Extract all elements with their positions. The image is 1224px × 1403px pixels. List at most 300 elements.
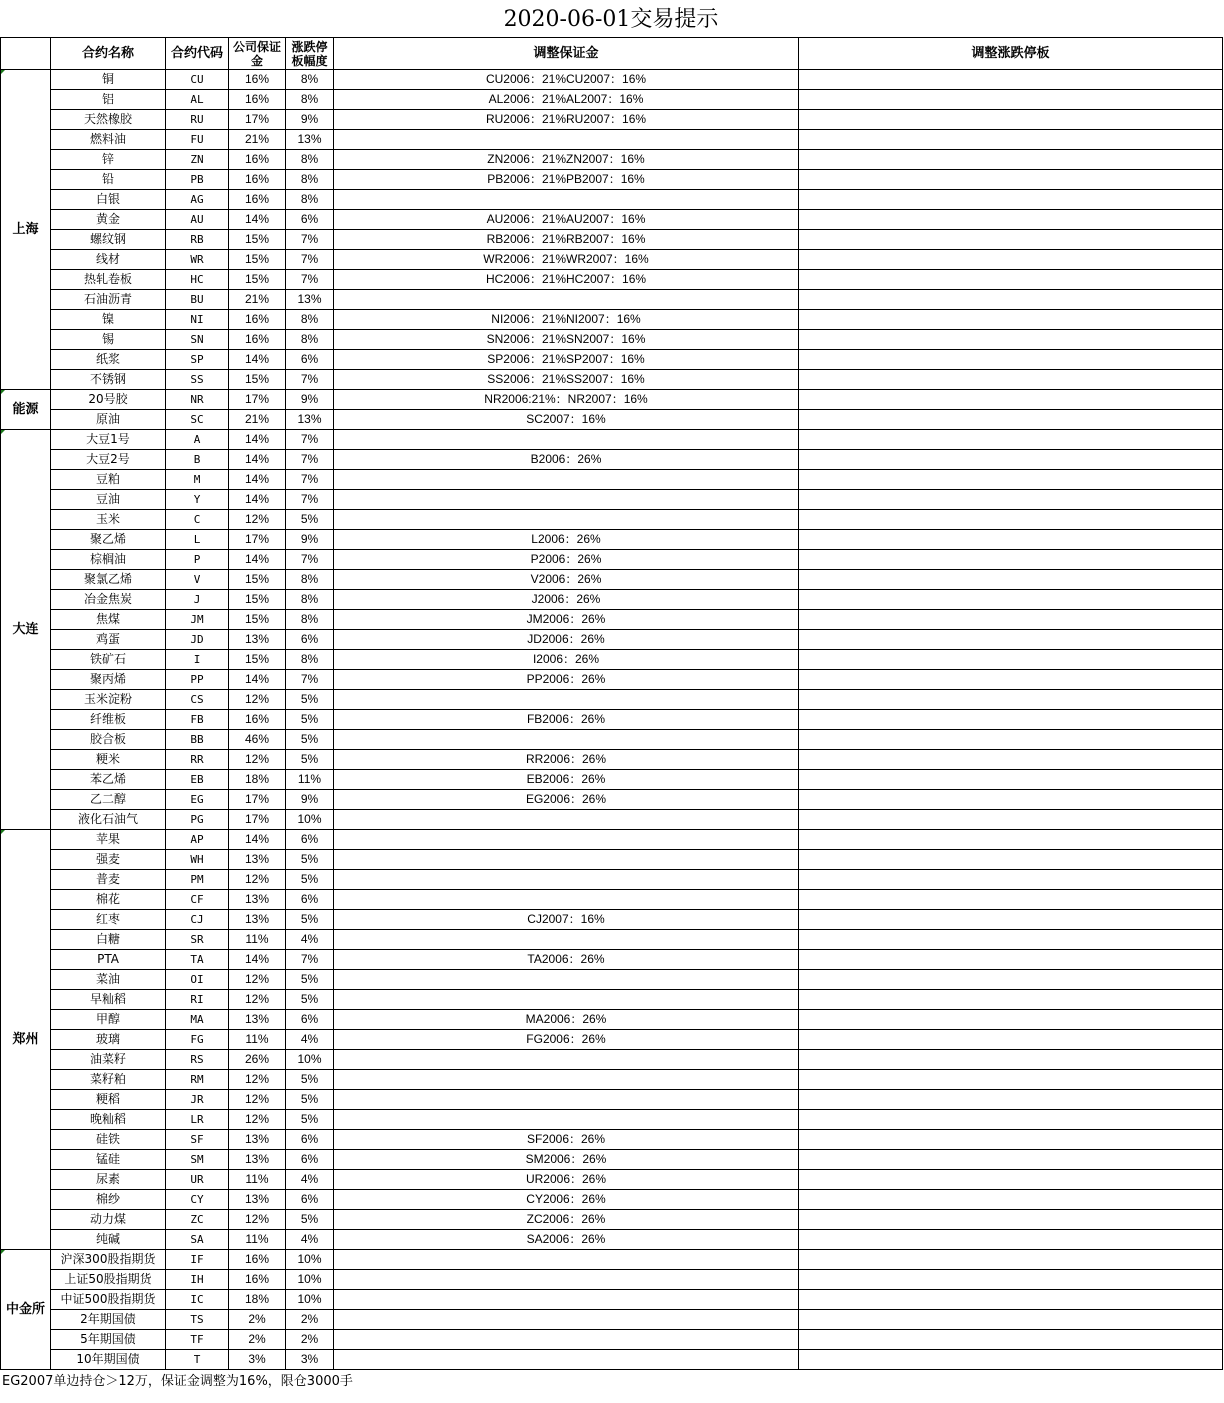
- contract-code-cell: PP: [166, 670, 229, 690]
- contract-name-cell: 铅: [51, 170, 166, 190]
- contract-code-cell: PG: [166, 810, 229, 830]
- adjusted-margin-cell: CY2006：26%: [334, 1190, 799, 1210]
- contract-name-cell: 锰硅: [51, 1150, 166, 1170]
- contract-name-cell: 冶金焦炭: [51, 590, 166, 610]
- price-limit-cell: 5%: [286, 1110, 334, 1130]
- price-limit-cell: 2%: [286, 1310, 334, 1330]
- adjusted-margin-cell: [334, 430, 799, 450]
- adjusted-limit-cell: [799, 210, 1223, 230]
- contract-code-cell: FG: [166, 1030, 229, 1050]
- adjusted-limit-cell: [799, 70, 1223, 90]
- contract-name-cell: 铁矿石: [51, 650, 166, 670]
- contract-code-cell: CJ: [166, 910, 229, 930]
- company-margin-cell: 12%: [229, 510, 286, 530]
- adjusted-limit-cell: [799, 310, 1223, 330]
- table-row: [1, 1090, 1223, 1110]
- table-row: [1, 410, 1223, 430]
- contract-code-cell: TS: [166, 1310, 229, 1330]
- contract-name-cell: 白银: [51, 190, 166, 210]
- table-row: [1, 1030, 1223, 1050]
- adjusted-margin-cell: JD2006：26%: [334, 630, 799, 650]
- adjusted-limit-cell: [799, 1210, 1223, 1230]
- contract-code-cell: J: [166, 590, 229, 610]
- table-row: [1, 1070, 1223, 1090]
- company-margin-cell: 14%: [229, 450, 286, 470]
- adjusted-limit-cell: [799, 610, 1223, 630]
- company-margin-cell: 17%: [229, 810, 286, 830]
- adjusted-limit-cell: [799, 170, 1223, 190]
- table-row: [1, 1170, 1223, 1190]
- price-limit-cell: 8%: [286, 90, 334, 110]
- table-row: [1, 550, 1223, 570]
- adjusted-margin-cell: AU2006：21%AU2007：16%: [334, 210, 799, 230]
- contract-name-cell: 鸡蛋: [51, 630, 166, 650]
- company-margin-cell: 26%: [229, 1050, 286, 1070]
- contract-name-cell: 晚籼稻: [51, 1110, 166, 1130]
- table-row: [1, 870, 1223, 890]
- footnote: EG2007单边持仓＞12万，保证金调整为16%，限仓3000手: [2, 1374, 353, 1389]
- table-row: [1, 530, 1223, 550]
- contract-name-cell: 动力煤: [51, 1210, 166, 1230]
- contract-name-cell: 胶合板: [51, 730, 166, 750]
- contract-name-cell: 大豆1号: [51, 430, 166, 450]
- contract-code-cell: SF: [166, 1130, 229, 1150]
- price-limit-cell: 5%: [286, 690, 334, 710]
- price-limit-cell: 7%: [286, 250, 334, 270]
- table-row: [1, 310, 1223, 330]
- price-limit-cell: 5%: [286, 870, 334, 890]
- adjusted-limit-cell: [799, 370, 1223, 390]
- contract-name-cell: 豆粕: [51, 470, 166, 490]
- table-row: [1, 330, 1223, 350]
- adjusted-margin-cell: RU2006：21%RU2007：16%: [334, 110, 799, 130]
- adjusted-limit-cell: [799, 930, 1223, 950]
- contract-name-cell: 棉花: [51, 890, 166, 910]
- table-row: [1, 1230, 1223, 1250]
- contract-code-cell: LR: [166, 1110, 229, 1130]
- contract-name-cell: 热轧卷板: [51, 270, 166, 290]
- price-limit-cell: 6%: [286, 1150, 334, 1170]
- adjusted-margin-cell: [334, 1270, 799, 1290]
- adjusted-limit-cell: [799, 1230, 1223, 1250]
- trading-tips-table: [0, 37, 1223, 1370]
- contract-name-cell: 不锈钢: [51, 370, 166, 390]
- contract-name-cell: 锡: [51, 330, 166, 350]
- adjusted-margin-cell: P2006：26%: [334, 550, 799, 570]
- adjusted-margin-cell: PB2006：21%PB2007：16%: [334, 170, 799, 190]
- company-margin-cell: 21%: [229, 410, 286, 430]
- adjusted-limit-cell: [799, 1310, 1223, 1330]
- contract-name-cell: 玉米淀粉: [51, 690, 166, 710]
- contract-name-cell: 镍: [51, 310, 166, 330]
- contract-code-cell: ZN: [166, 150, 229, 170]
- contract-code-cell: C: [166, 510, 229, 530]
- adjusted-limit-cell: [799, 390, 1223, 410]
- table-row: [1, 1130, 1223, 1150]
- contract-code-cell: MA: [166, 1010, 229, 1030]
- price-limit-cell: 5%: [286, 910, 334, 930]
- contract-name-cell: 线材: [51, 250, 166, 270]
- table-row: [1, 690, 1223, 710]
- adjusted-margin-cell: [334, 490, 799, 510]
- adjusted-margin-cell: NR2006:21%：NR2007：16%: [334, 390, 799, 410]
- company-margin-cell: 16%: [229, 190, 286, 210]
- company-margin-cell: 16%: [229, 150, 286, 170]
- adjusted-margin-cell: B2006：26%: [334, 450, 799, 470]
- contract-code-cell: SS: [166, 370, 229, 390]
- contract-name-cell: 棕榈油: [51, 550, 166, 570]
- price-limit-cell: 7%: [286, 550, 334, 570]
- adjusted-margin-cell: L2006：26%: [334, 530, 799, 550]
- contract-code-cell: SR: [166, 930, 229, 950]
- contract-name-cell: 纤维板: [51, 710, 166, 730]
- price-limit-cell: 7%: [286, 490, 334, 510]
- contract-name-cell: 菜籽粕: [51, 1070, 166, 1090]
- adjusted-limit-cell: [799, 630, 1223, 650]
- price-limit-cell: 6%: [286, 890, 334, 910]
- contract-name-cell: 白糖: [51, 930, 166, 950]
- contract-code-cell: FB: [166, 710, 229, 730]
- price-limit-cell: 10%: [286, 810, 334, 830]
- exchange-cell: 郑州: [1, 830, 51, 1250]
- adjusted-margin-cell: [334, 930, 799, 950]
- exchange-cell: 大连: [1, 430, 51, 830]
- price-limit-cell: 7%: [286, 270, 334, 290]
- table-row: [1, 270, 1223, 290]
- contract-name-cell: 天然橡胶: [51, 110, 166, 130]
- company-margin-cell: 15%: [229, 270, 286, 290]
- contract-name-cell: 油菜籽: [51, 1050, 166, 1070]
- adjusted-limit-cell: [799, 90, 1223, 110]
- price-limit-cell: 2%: [286, 1330, 334, 1350]
- adjusted-limit-cell: [799, 870, 1223, 890]
- table-row: [1, 150, 1223, 170]
- header-exchange: [1, 38, 51, 70]
- contract-name-cell: 红枣: [51, 910, 166, 930]
- company-margin-cell: 3%: [229, 1350, 286, 1370]
- price-limit-cell: 6%: [286, 210, 334, 230]
- contract-code-cell: RM: [166, 1070, 229, 1090]
- table-row: [1, 210, 1223, 230]
- table-row: [1, 490, 1223, 510]
- price-limit-cell: 5%: [286, 730, 334, 750]
- contract-name-cell: 液化石油气: [51, 810, 166, 830]
- company-margin-cell: 12%: [229, 1110, 286, 1130]
- header-adjusted-limit: 调整涨跌停板: [799, 38, 1223, 70]
- contract-name-cell: 豆油: [51, 490, 166, 510]
- exchange-cell: 能源: [1, 390, 51, 430]
- adjusted-margin-cell: [334, 130, 799, 150]
- price-limit-cell: 7%: [286, 470, 334, 490]
- adjusted-margin-cell: [334, 810, 799, 830]
- contract-name-cell: 粳米: [51, 750, 166, 770]
- price-limit-cell: 5%: [286, 850, 334, 870]
- adjusted-limit-cell: [799, 450, 1223, 470]
- company-margin-cell: 14%: [229, 670, 286, 690]
- company-margin-cell: 12%: [229, 970, 286, 990]
- adjusted-margin-cell: ZN2006：21%ZN2007：16%: [334, 150, 799, 170]
- table-row: [1, 710, 1223, 730]
- company-margin-cell: 17%: [229, 530, 286, 550]
- contract-name-cell: 甲醇: [51, 1010, 166, 1030]
- adjusted-limit-cell: [799, 830, 1223, 850]
- company-margin-cell: 46%: [229, 730, 286, 750]
- contract-code-cell: IC: [166, 1290, 229, 1310]
- price-limit-cell: 7%: [286, 230, 334, 250]
- contract-code-cell: SN: [166, 330, 229, 350]
- contract-code-cell: Y: [166, 490, 229, 510]
- adjusted-limit-cell: [799, 570, 1223, 590]
- table-row: [1, 630, 1223, 650]
- price-limit-cell: 6%: [286, 830, 334, 850]
- company-margin-cell: 14%: [229, 470, 286, 490]
- adjusted-limit-cell: [799, 650, 1223, 670]
- contract-code-cell: I: [166, 650, 229, 670]
- adjusted-limit-cell: [799, 1090, 1223, 1110]
- contract-name-cell: 玉米: [51, 510, 166, 530]
- contract-code-cell: AP: [166, 830, 229, 850]
- contract-code-cell: JR: [166, 1090, 229, 1110]
- adjusted-margin-cell: [334, 890, 799, 910]
- adjusted-margin-cell: [334, 1070, 799, 1090]
- company-margin-cell: 17%: [229, 110, 286, 130]
- table-row: [1, 810, 1223, 830]
- contract-name-cell: 5年期国债: [51, 1330, 166, 1350]
- table-row: [1, 130, 1223, 150]
- contract-code-cell: CS: [166, 690, 229, 710]
- adjusted-limit-cell: [799, 1070, 1223, 1090]
- table-row: [1, 1050, 1223, 1070]
- company-margin-cell: 13%: [229, 850, 286, 870]
- adjusted-limit-cell: [799, 790, 1223, 810]
- price-limit-cell: 5%: [286, 1210, 334, 1230]
- price-limit-cell: 5%: [286, 970, 334, 990]
- adjusted-margin-cell: [334, 830, 799, 850]
- adjusted-limit-cell: [799, 1330, 1223, 1350]
- adjusted-margin-cell: [334, 1310, 799, 1330]
- adjusted-limit-cell: [799, 990, 1223, 1010]
- price-limit-cell: 7%: [286, 370, 334, 390]
- adjusted-limit-cell: [799, 1270, 1223, 1290]
- adjusted-margin-cell: WR2006：21%WR2007：16%: [334, 250, 799, 270]
- adjusted-margin-cell: SN2006：21%SN2007：16%: [334, 330, 799, 350]
- adjusted-limit-cell: [799, 890, 1223, 910]
- contract-code-cell: RU: [166, 110, 229, 130]
- company-margin-cell: 11%: [229, 1230, 286, 1250]
- adjusted-margin-cell: SS2006：21%SS2007：16%: [334, 370, 799, 390]
- contract-code-cell: P: [166, 550, 229, 570]
- adjusted-limit-cell: [799, 250, 1223, 270]
- contract-name-cell: 铜: [51, 70, 166, 90]
- contract-code-cell: M: [166, 470, 229, 490]
- adjusted-limit-cell: [799, 1150, 1223, 1170]
- contract-code-cell: FU: [166, 130, 229, 150]
- adjusted-margin-cell: I2006：26%: [334, 650, 799, 670]
- adjusted-margin-cell: [334, 1090, 799, 1110]
- contract-name-cell: 原油: [51, 410, 166, 430]
- adjusted-margin-cell: TA2006：26%: [334, 950, 799, 970]
- table-row: [1, 1270, 1223, 1290]
- contract-code-cell: EG: [166, 790, 229, 810]
- table-row: [1, 430, 1223, 450]
- price-limit-cell: 8%: [286, 650, 334, 670]
- table-row: [1, 510, 1223, 530]
- adjusted-margin-cell: RB2006：21%RB2007：16%: [334, 230, 799, 250]
- contract-code-cell: OI: [166, 970, 229, 990]
- adjusted-margin-cell: J2006：26%: [334, 590, 799, 610]
- contract-code-cell: HC: [166, 270, 229, 290]
- contract-name-cell: 锌: [51, 150, 166, 170]
- adjusted-limit-cell: [799, 1350, 1223, 1370]
- contract-code-cell: ZC: [166, 1210, 229, 1230]
- adjusted-margin-cell: CJ2007：16%: [334, 910, 799, 930]
- contract-name-cell: 黄金: [51, 210, 166, 230]
- contract-code-cell: A: [166, 430, 229, 450]
- table-row: [1, 570, 1223, 590]
- adjusted-limit-cell: [799, 410, 1223, 430]
- table-row: [1, 450, 1223, 470]
- adjusted-limit-cell: [799, 530, 1223, 550]
- price-limit-cell: 10%: [286, 1050, 334, 1070]
- adjusted-margin-cell: [334, 1110, 799, 1130]
- contract-name-cell: 普麦: [51, 870, 166, 890]
- price-limit-cell: 8%: [286, 610, 334, 630]
- company-margin-cell: 16%: [229, 1250, 286, 1270]
- header-adjusted-margin: 调整保证金: [334, 38, 799, 70]
- table-row: [1, 1350, 1223, 1370]
- table-row: [1, 390, 1223, 410]
- adjusted-limit-cell: [799, 810, 1223, 830]
- adjusted-margin-cell: [334, 290, 799, 310]
- adjusted-margin-cell: SF2006：26%: [334, 1130, 799, 1150]
- contract-code-cell: IF: [166, 1250, 229, 1270]
- company-margin-cell: 18%: [229, 1290, 286, 1310]
- adjusted-limit-cell: [799, 1030, 1223, 1050]
- table-row: [1, 190, 1223, 210]
- company-margin-cell: 14%: [229, 950, 286, 970]
- company-margin-cell: 15%: [229, 650, 286, 670]
- adjusted-limit-cell: [799, 230, 1223, 250]
- price-limit-cell: 8%: [286, 310, 334, 330]
- price-limit-cell: 9%: [286, 110, 334, 130]
- adjusted-margin-cell: ZC2006：26%: [334, 1210, 799, 1230]
- table-row: [1, 950, 1223, 970]
- adjusted-margin-cell: SC2007：16%: [334, 410, 799, 430]
- contract-name-cell: 粳稻: [51, 1090, 166, 1110]
- table-row: [1, 670, 1223, 690]
- adjusted-limit-cell: [799, 190, 1223, 210]
- price-limit-cell: 9%: [286, 530, 334, 550]
- contract-code-cell: RR: [166, 750, 229, 770]
- adjusted-margin-cell: UR2006：26%: [334, 1170, 799, 1190]
- contract-code-cell: T: [166, 1350, 229, 1370]
- adjusted-limit-cell: [799, 490, 1223, 510]
- adjusted-margin-cell: EB2006：26%: [334, 770, 799, 790]
- table-row: [1, 1190, 1223, 1210]
- table-row: [1, 1310, 1223, 1330]
- contract-name-cell: 聚丙烯: [51, 670, 166, 690]
- contract-name-cell: 螺纹钢: [51, 230, 166, 250]
- contract-name-cell: 大豆2号: [51, 450, 166, 470]
- adjusted-limit-cell: [799, 130, 1223, 150]
- table-row: [1, 1150, 1223, 1170]
- adjusted-margin-cell: [334, 850, 799, 870]
- adjusted-margin-cell: FB2006：26%: [334, 710, 799, 730]
- adjusted-margin-cell: CU2006：21%CU2007：16%: [334, 70, 799, 90]
- company-margin-cell: 16%: [229, 90, 286, 110]
- contract-code-cell: PB: [166, 170, 229, 190]
- contract-code-cell: JD: [166, 630, 229, 650]
- price-limit-cell: 6%: [286, 1130, 334, 1150]
- adjusted-margin-cell: [334, 970, 799, 990]
- contract-code-cell: TF: [166, 1330, 229, 1350]
- company-margin-cell: 12%: [229, 1090, 286, 1110]
- contract-code-cell: BB: [166, 730, 229, 750]
- adjusted-limit-cell: [799, 1290, 1223, 1310]
- contract-code-cell: TA: [166, 950, 229, 970]
- price-limit-cell: 13%: [286, 290, 334, 310]
- table-row: [1, 470, 1223, 490]
- contract-name-cell: 尿素: [51, 1170, 166, 1190]
- company-margin-cell: 12%: [229, 1070, 286, 1090]
- contract-code-cell: RB: [166, 230, 229, 250]
- price-limit-cell: 13%: [286, 410, 334, 430]
- contract-name-cell: 聚乙烯: [51, 530, 166, 550]
- contract-code-cell: JM: [166, 610, 229, 630]
- contract-name-cell: 玻璃: [51, 1030, 166, 1050]
- table-row: [1, 610, 1223, 630]
- contract-code-cell: B: [166, 450, 229, 470]
- adjusted-limit-cell: [799, 730, 1223, 750]
- table-body: [1, 70, 1223, 1370]
- contract-name-cell: 聚氯乙烯: [51, 570, 166, 590]
- contract-name-cell: 沪深300股指期货: [51, 1250, 166, 1270]
- company-margin-cell: 14%: [229, 550, 286, 570]
- company-margin-cell: 13%: [229, 1190, 286, 1210]
- company-margin-cell: 17%: [229, 390, 286, 410]
- adjusted-margin-cell: MA2006：26%: [334, 1010, 799, 1030]
- contract-code-cell: SP: [166, 350, 229, 370]
- adjusted-margin-cell: [334, 1050, 799, 1070]
- price-limit-cell: 10%: [286, 1270, 334, 1290]
- header-company-margin: 公司保证金: [229, 38, 286, 70]
- adjusted-margin-cell: V2006：26%: [334, 570, 799, 590]
- table-row: [1, 910, 1223, 930]
- price-limit-cell: 8%: [286, 150, 334, 170]
- company-margin-cell: 15%: [229, 570, 286, 590]
- adjusted-margin-cell: [334, 1290, 799, 1310]
- contract-name-cell: 上证50股指期货: [51, 1270, 166, 1290]
- company-margin-cell: 2%: [229, 1330, 286, 1350]
- price-limit-cell: 6%: [286, 1010, 334, 1030]
- company-margin-cell: 11%: [229, 1030, 286, 1050]
- adjusted-limit-cell: [799, 1110, 1223, 1130]
- table-row: [1, 110, 1223, 130]
- contract-code-cell: SM: [166, 1150, 229, 1170]
- contract-code-cell: V: [166, 570, 229, 590]
- contract-name-cell: 苹果: [51, 830, 166, 850]
- price-limit-cell: 5%: [286, 750, 334, 770]
- adjusted-margin-cell: [334, 190, 799, 210]
- table-row: [1, 850, 1223, 870]
- adjusted-limit-cell: [799, 150, 1223, 170]
- contract-name-cell: 焦煤: [51, 610, 166, 630]
- adjusted-limit-cell: [799, 1050, 1223, 1070]
- adjusted-limit-cell: [799, 710, 1223, 730]
- adjusted-limit-cell: [799, 550, 1223, 570]
- table-row: [1, 930, 1223, 950]
- page-title: 2020-06-01交易提示: [503, 7, 719, 32]
